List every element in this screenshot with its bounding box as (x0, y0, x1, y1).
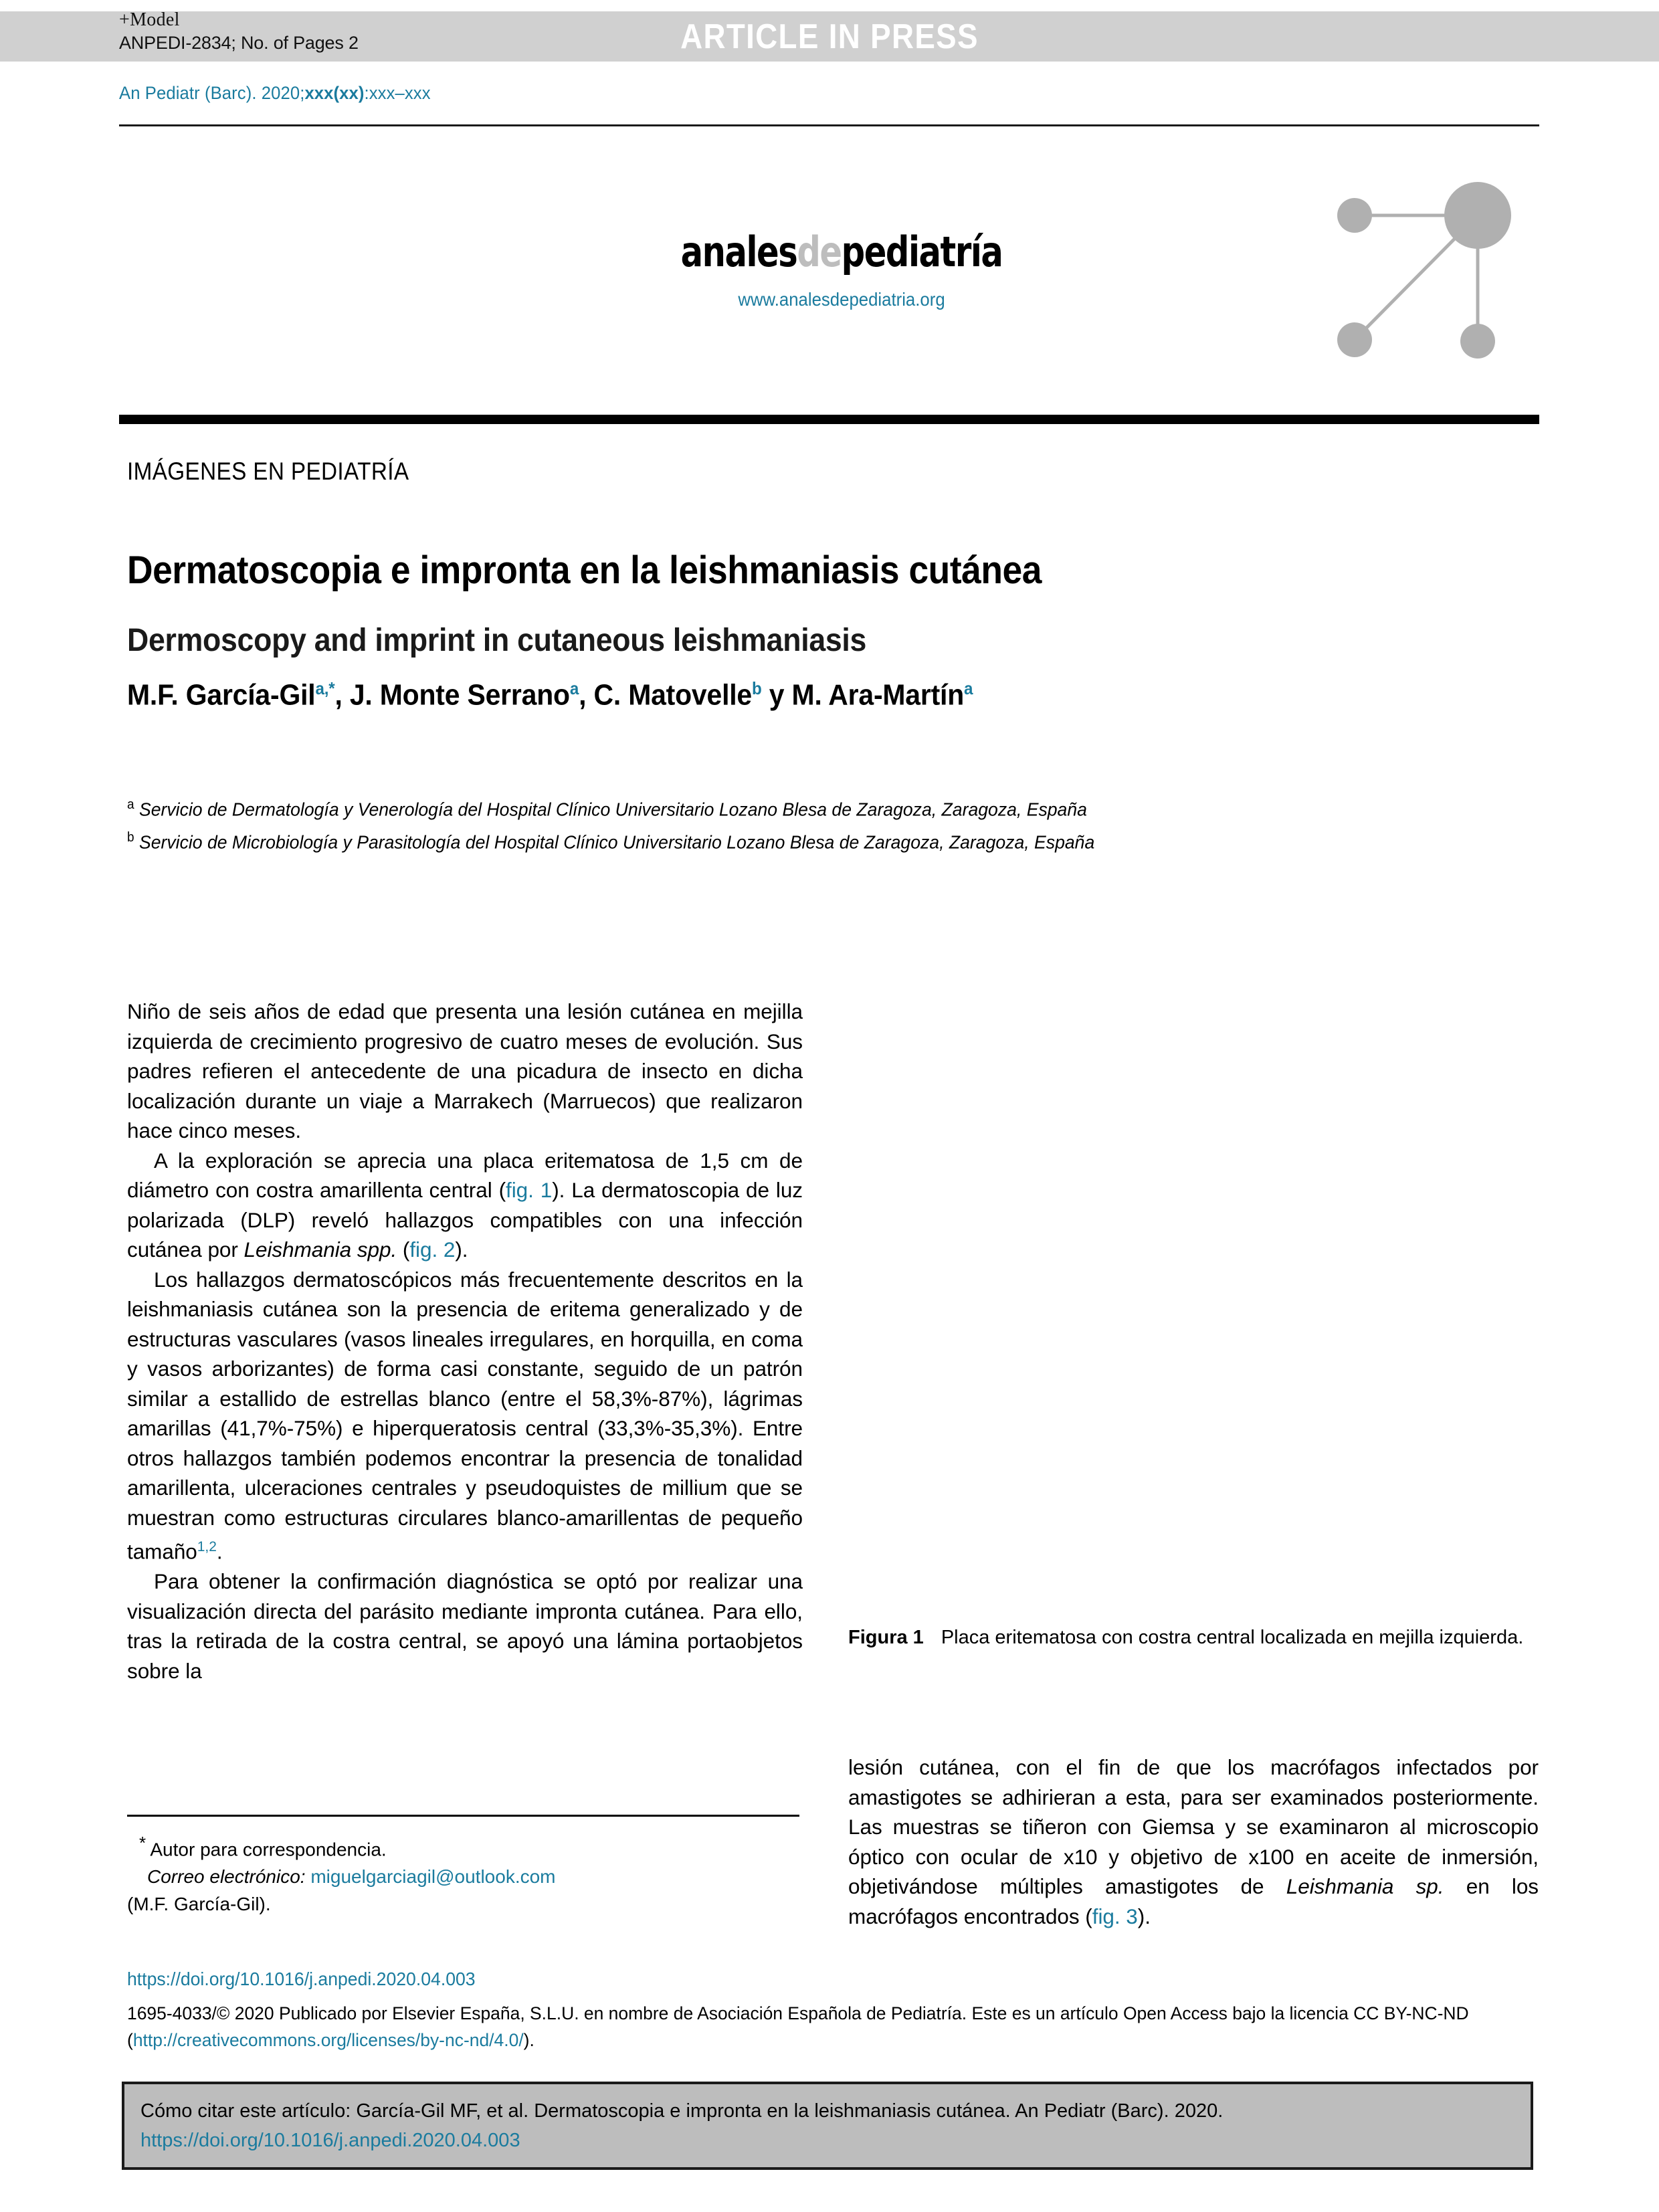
model-flag: +Model (119, 9, 180, 30)
network-nodes-graphic-icon (1320, 174, 1527, 371)
journal-ref-pages: :xxx–xxx (364, 83, 431, 103)
page-title: Dermatoscopia e impronta en la leishmaniasis cutánea (127, 548, 1042, 592)
logo-part-pediatria: pediatría (841, 227, 1003, 276)
body-paragraph-1: Niño de seis años de edad que presenta una lesión cutánea en mejilla izquierda de crecimiento progresivo de cuatro meses de evolución. Sus padres refieren el antecedente de una picadura de insecto en dicha localización durante un viaje a Marrakech (Marruecos) que realizaron hace cinco meses. (127, 999, 803, 1142)
body-column-right (848, 1752, 1539, 1931)
manuscript-id: ANPEDI-2834; No. of Pages 2 (119, 33, 359, 53)
figure-1-label: Figura 1 (848, 1627, 924, 1648)
copyright-statement (127, 2000, 1510, 2053)
affiliation-a (127, 791, 1094, 823)
body-paragraph-2: A la exploración se aprecia una placa eritematosa de 1,5 cm de diámetro con costra amarillenta central (fig. 1). La dermatoscopia de luz polarizada (DLP) reveló hallazgos compatibles con una infección cutánea por Leishmania spp. (fig. 2). (127, 1148, 803, 1262)
journal-ref-prefix: An Pediatr (Barc). 2020; (119, 83, 305, 103)
journal-ref-volume: xxx(xx) (304, 83, 365, 103)
body-column-left (127, 997, 803, 1686)
corresponding-author-text: Autor para correspondencia. (150, 1839, 387, 1860)
email-owner: (M.F. García-Gil). (127, 1894, 271, 1915)
copyright-text-post: ). (523, 2030, 534, 2050)
email-address-link[interactable]: miguelgarciagil@outlook.com (310, 1866, 556, 1888)
journal-masthead (119, 140, 1539, 401)
affiliation-b-text: Servicio de Microbiología y Parasitología del Hospital Clínico Universitario Lozano Blesa de Zaragoza, Zaragoza, España (138, 831, 1095, 853)
figure-1-caption-text: Placa eritematosa con costra central localizada en mejilla izquierda. (941, 1627, 1524, 1648)
journal-website-link[interactable]: www.analesdepediatria.org (738, 289, 945, 310)
affiliation-a-text: Servicio de Dermatología y Venerología del Hospital Clínico Universitario Lozano Blesa de Zaragoza, Zaragoza, España (138, 799, 1087, 820)
manuscript-stamp (119, 8, 494, 55)
how-to-cite-doi-link[interactable]: https://doi.org/10.1016/j.anpedi.2020.04.003 (140, 2130, 520, 2151)
article-in-press-label: ARTICLE IN PRESS (680, 17, 979, 56)
header-rule (119, 124, 1539, 126)
how-to-cite-box (122, 2082, 1533, 2170)
body-paragraph-4: Para obtener la confirmación diagnóstica se optó por realizar una visualización directa del parásito mediante impronta cutánea. Para ello, tras la retirada de la costra central, se apoyó una lámina portaobjetos sobre la (127, 1569, 803, 1683)
body-paragraph-3: Los hallazgos dermatoscópicos más frecuentemente descritos en la leishmaniasis cutánea son la presencia de eritema generalizado y de estructuras vasculares (vasos lineales irregulares, en horquilla, en coma y vasos arborizantes) de forma casi constante, seguido de un patrón similar a estallido de estrellas blanco (entre el 58,3%-87%), lágrimas amarillas (41,7%-75%) e hiperqueratosis central (33,3%-35,3%). Entre otros hallazgos también podemos encontrar la presencia de tonalidad amarillenta, ulceraciones centrales y pseudoquistes de millium que se muestran como estructuras circulares blanco-amarillentas de pequeño tamaño$^{1,2}$. (127, 1267, 803, 1564)
doi-link[interactable]: https://doi.org/10.1016/j.anpedi.2020.04.003 (127, 1969, 476, 1989)
figure-1-caption (848, 1624, 1539, 1651)
email-line (127, 1863, 803, 1890)
corresponding-author-note (127, 1829, 803, 1863)
footnote-rule (127, 1815, 799, 1817)
how-to-cite-text: Cómo citar este artículo: García-Gil MF, et al. Dermatoscopia e impronta en la leishmaniasis cutánea. An Pediatr (Barc). 2020. (140, 2100, 1224, 2122)
section-kicker: IMÁGENES EN PEDIATRÍA (127, 458, 409, 485)
affiliation-b (127, 823, 1094, 856)
page-subtitle-english: Dermoscopy and imprint in cutaneous leishmaniasis (127, 622, 867, 658)
logo-part-de: de (797, 227, 842, 276)
email-label: Correo electrónico: (147, 1866, 306, 1888)
affiliation-b-marker: b (127, 830, 134, 845)
copyright-text-pre: 1695-4033/© 2020 Publicado por Elsevier España, S.L.U. en nombre de Asociación Española de Pediatría. Este es un artículo Open Access bajo la licencia CC BY-NC-ND ( (127, 2003, 1469, 2050)
journal-logo-wordmark (638, 227, 1045, 276)
license-link[interactable]: http://creativecommons.org/licenses/by-nc-nd/4.0/ (132, 2030, 524, 2050)
body-paragraph-5: lesión cutánea, con el fin de que los macrófagos infectados por amastigotes se adhirieran a esta, para ser examinados posteriormente. Las muestras se tiñeron con Giemsa y se examinaron al microscopio óptico con ocular de x10 y objetivo de x100 en aceite de inmersión, objetivándose múltiples amastigotes de Leishmania sp. en los macrófagos encontrados (fig. 3). (848, 1755, 1539, 1928)
logo-part-anales: anales (680, 227, 797, 276)
correspondence-footnote (127, 1829, 803, 1918)
affiliation-a-marker: a (127, 797, 134, 812)
masthead-bottom-bar (119, 415, 1539, 424)
asterisk-marker: * (139, 1833, 147, 1853)
journal-reference-line (119, 83, 431, 104)
author-list: M.F. García-Gil$^{a,*}$, J. Monte Serrano$^a$, C. Matovelle$^b$ y M. Ara-Martín$^a$ (127, 678, 973, 712)
affiliations (127, 791, 1094, 857)
